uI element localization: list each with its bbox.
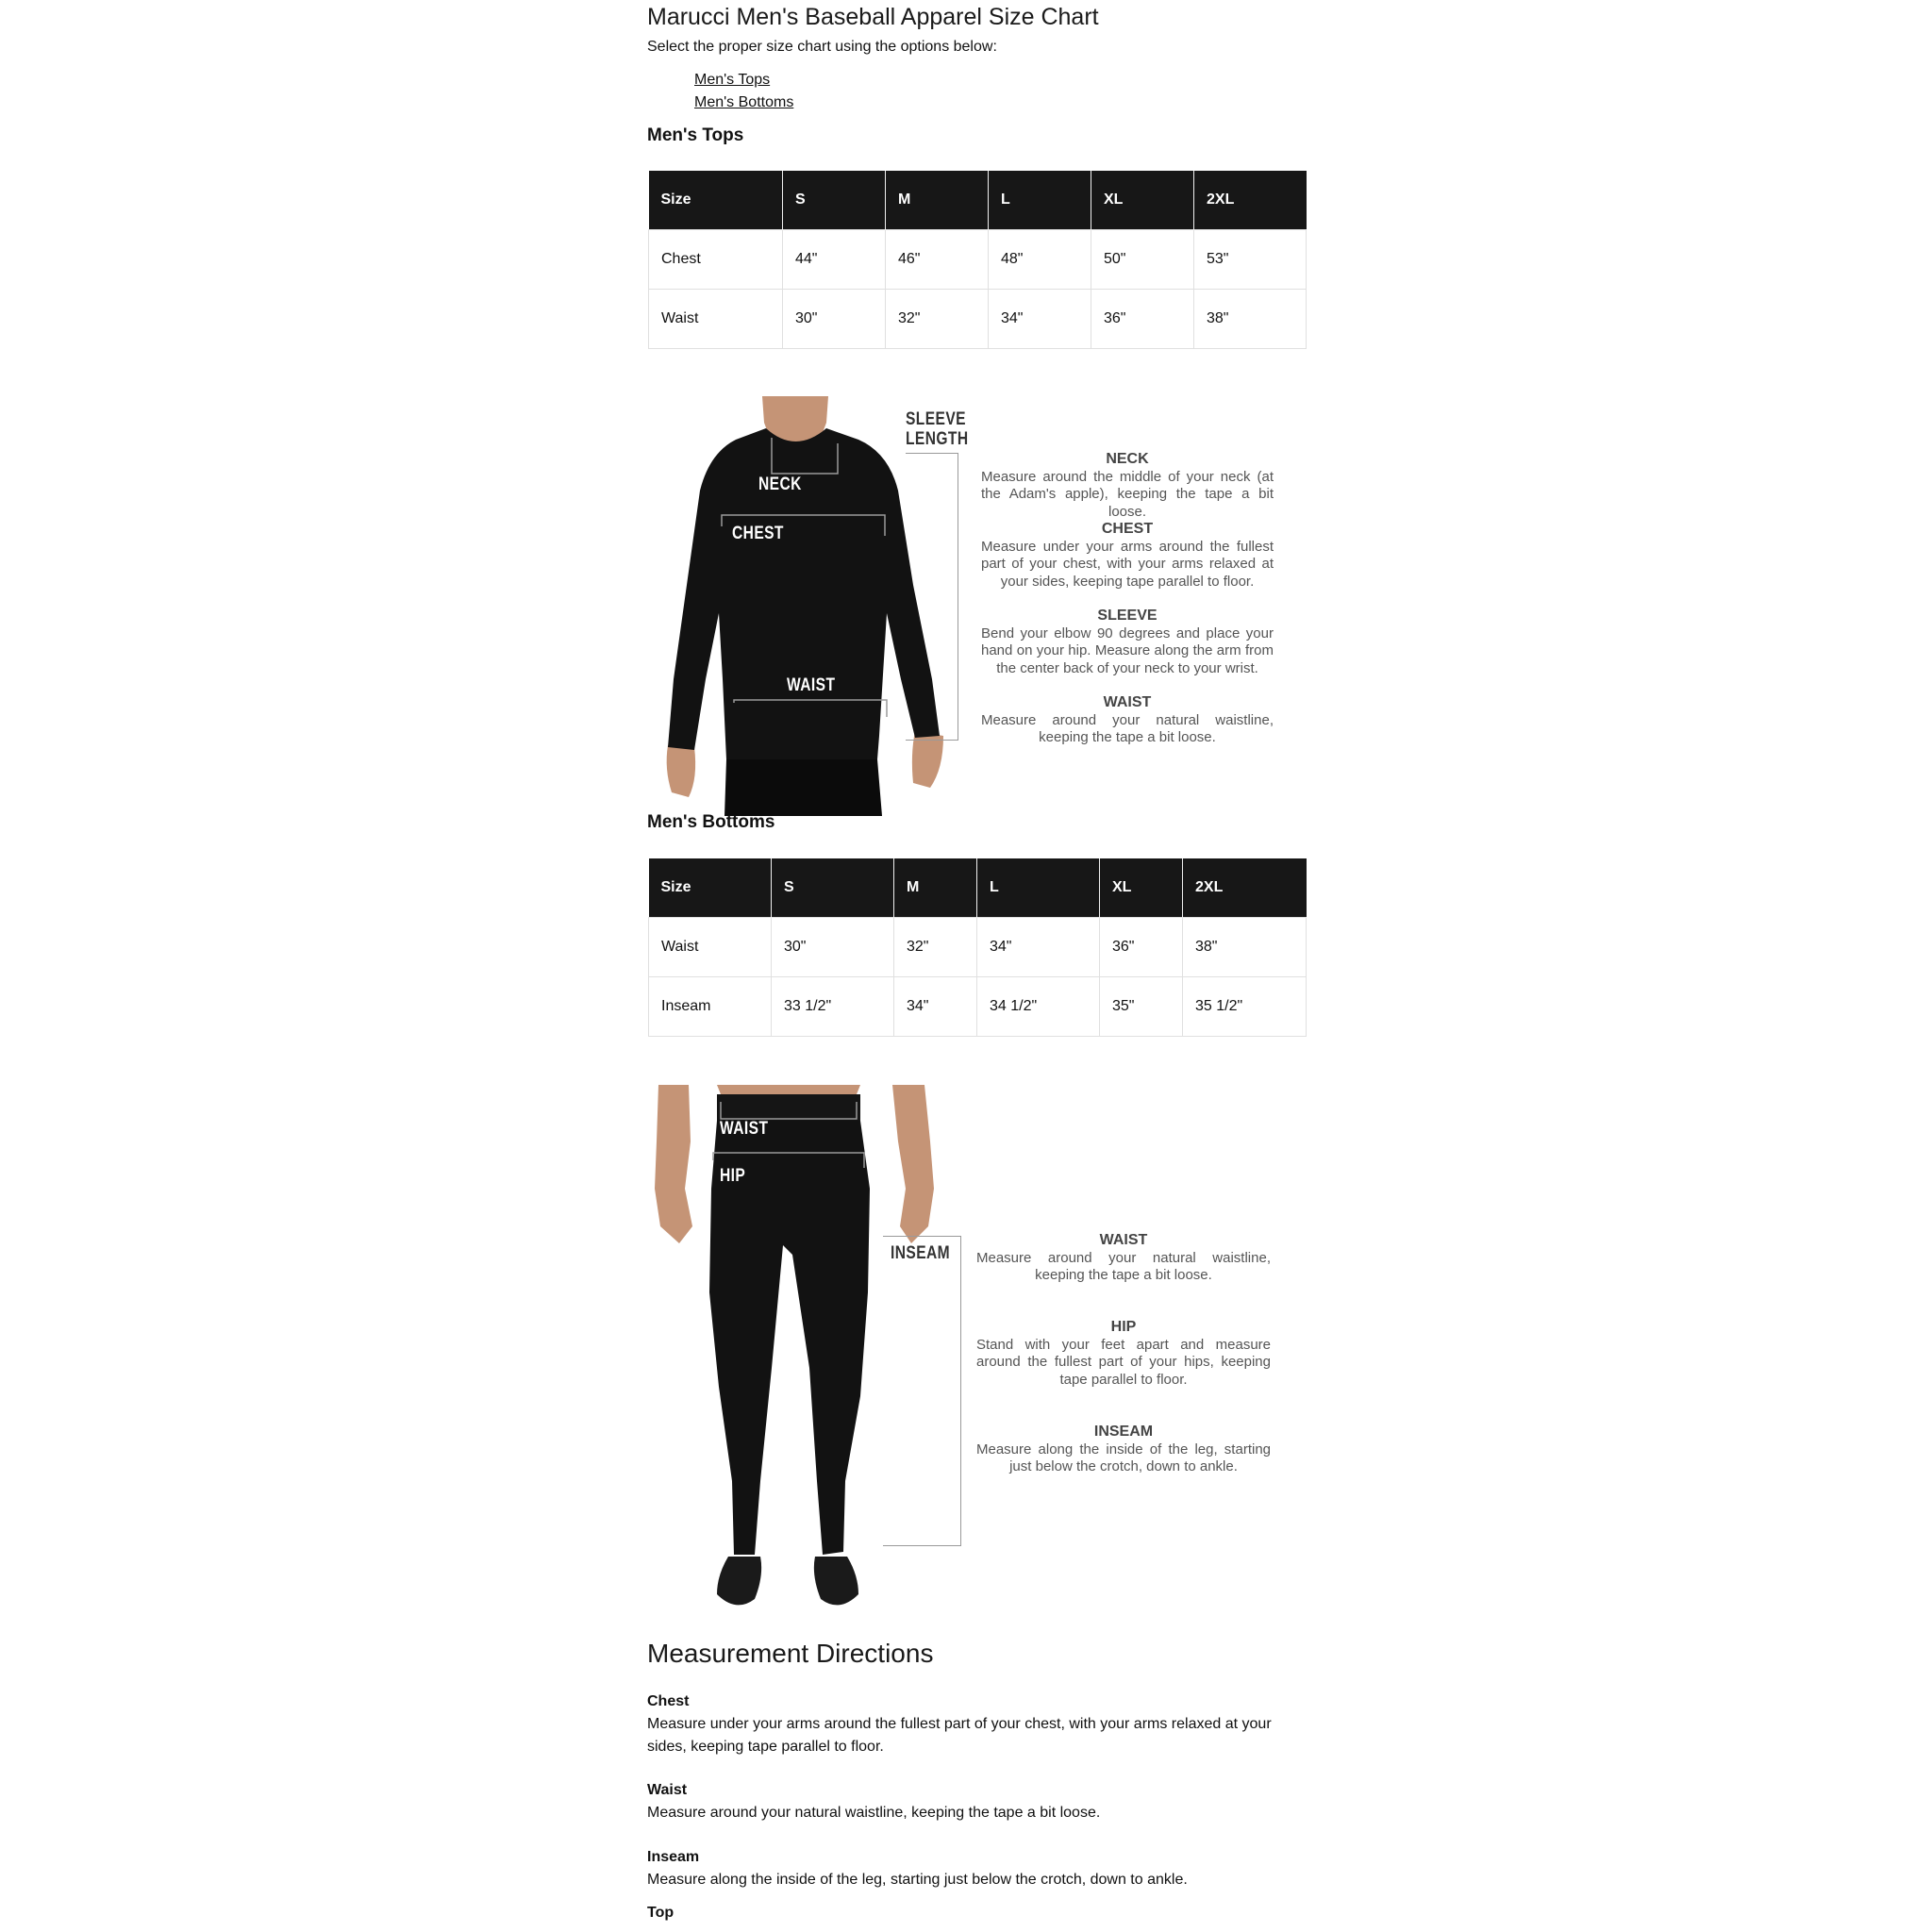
direction-text-waist: Measure around your natural waistline, keeping the tape a bit loose. (647, 1805, 1101, 1821)
table-cell: 34" (894, 977, 977, 1037)
page-title: Marucci Men's Baseball Apparel Size Chart (647, 4, 1099, 30)
description-title: WAIST (1099, 1232, 1148, 1248)
table-cell: 34" (977, 918, 1100, 977)
description-title: CHEST (1101, 521, 1154, 537)
table-cell: 48" (989, 230, 1091, 290)
table-cell: 38" (1183, 918, 1307, 977)
waist-description (976, 1232, 1271, 1285)
direction-title-top: Top (647, 1905, 675, 1921)
table-cell: 35 1/2" (1183, 977, 1307, 1037)
column-header: 2XL (1194, 171, 1307, 230)
direction-text-inseam: Measure along the inside of the leg, starting just below the crotch, down to ankle. (647, 1872, 1188, 1888)
row-label: Inseam (649, 977, 772, 1037)
description-text: Measure along the inside of the leg, starting just below the crotch, down to ankle. (976, 1441, 1271, 1474)
neck-label: NECK (758, 475, 802, 494)
description-title: NECK (1106, 451, 1149, 467)
table-cell: 32" (894, 918, 977, 977)
column-header: Size (649, 858, 772, 918)
table-cell: 50" (1091, 230, 1194, 290)
column-header: XL (1091, 171, 1194, 230)
column-header: Size (649, 171, 783, 230)
section-heading-mens-tops: Men's Tops (647, 125, 744, 145)
inseam-label: INSEAM (891, 1243, 951, 1263)
waist-description (981, 694, 1274, 747)
waist-label: WAIST (787, 675, 836, 695)
hip-description (976, 1319, 1271, 1389)
table-cell: 34" (989, 290, 1091, 349)
section-heading-mens-bottoms: Men's Bottoms (647, 812, 775, 832)
description-text: Measure around your natural waistline, keeping the tape a bit loose. (976, 1249, 1271, 1283)
column-header: XL (1100, 858, 1183, 918)
sleeve-length-bracket (906, 453, 958, 741)
inseam-description (976, 1424, 1271, 1476)
table-row (649, 918, 1307, 977)
description-text: Measure around your natural waistline, keeping the tape a bit loose. (981, 711, 1274, 745)
direction-title-inseam: Inseam (647, 1849, 700, 1865)
chest-description (981, 521, 1274, 591)
column-header: L (977, 858, 1100, 918)
column-header: L (989, 171, 1091, 230)
table-cell: 34 1/2" (977, 977, 1100, 1037)
hip-label: HIP (720, 1166, 746, 1186)
description-text: Stand with your feet apart and measure around the fullest part of your hips, keeping tape parallel to floor. (976, 1336, 1271, 1388)
neck-description (981, 451, 1274, 521)
description-title: WAIST (1103, 694, 1152, 710)
page-subtitle: Select the proper size chart using the options below: (647, 39, 997, 55)
table-row (649, 977, 1307, 1037)
description-text: Measure under your arms around the fullest part of your chest, with your arms relaxed at your sides, keeping tape parallel to floor. (981, 538, 1274, 590)
table-row (649, 230, 1307, 290)
column-header: M (886, 171, 989, 230)
table-cell: 44" (783, 230, 886, 290)
column-header: 2XL (1183, 858, 1307, 918)
description-title: HIP (1110, 1319, 1137, 1335)
description-text: Bend your elbow 90 degrees and place your hand on your hip. Measure along the arm from the center back of your neck to your wrist. (981, 625, 1274, 676)
table-header-row (649, 858, 1307, 918)
column-header: S (772, 858, 894, 918)
table-cell: 38" (1194, 290, 1307, 349)
table-cell: 46" (886, 230, 989, 290)
direction-title-chest: Chest (647, 1693, 690, 1709)
sleeve-length-label: SLEEVE LENGTH (906, 409, 969, 449)
row-label: Chest (649, 230, 783, 290)
direction-title-waist: Waist (647, 1782, 688, 1798)
row-label: Waist (649, 918, 772, 977)
description-title: SLEEVE (1097, 608, 1158, 624)
link-mens-tops[interactable]: Men's Tops (694, 72, 771, 88)
table-cell: 53" (1194, 230, 1307, 290)
chest-label: CHEST (732, 524, 784, 543)
sleeve-description (981, 608, 1274, 677)
bottoms-size-table (648, 858, 1307, 1037)
description-text: Measure around the middle of your neck (at the Adam's apple), keeping the tape a bit loose. (981, 468, 1274, 520)
inseam-bracket (883, 1236, 961, 1546)
table-row (649, 290, 1307, 349)
table-cell: 36" (1100, 918, 1183, 977)
waist-label: WAIST (720, 1119, 769, 1139)
table-cell: 30" (783, 290, 886, 349)
table-cell: 35" (1100, 977, 1183, 1037)
description-title: INSEAM (1093, 1424, 1154, 1440)
table-cell: 33 1/2" (772, 977, 894, 1037)
table-cell: 36" (1091, 290, 1194, 349)
measurement-directions-heading: Measurement Directions (647, 1639, 934, 1668)
direction-text-chest: Measure under your arms around the fullest part of your chest, with your arms relaxed at your sides, keeping tape parallel to floor. (647, 1716, 1272, 1755)
table-header-row (649, 171, 1307, 230)
link-mens-bottoms[interactable]: Men's Bottoms (694, 94, 794, 110)
table-cell: 32" (886, 290, 989, 349)
table-cell: 30" (772, 918, 894, 977)
row-label: Waist (649, 290, 783, 349)
tops-size-table (648, 171, 1307, 349)
column-header: M (894, 858, 977, 918)
column-header: S (783, 171, 886, 230)
